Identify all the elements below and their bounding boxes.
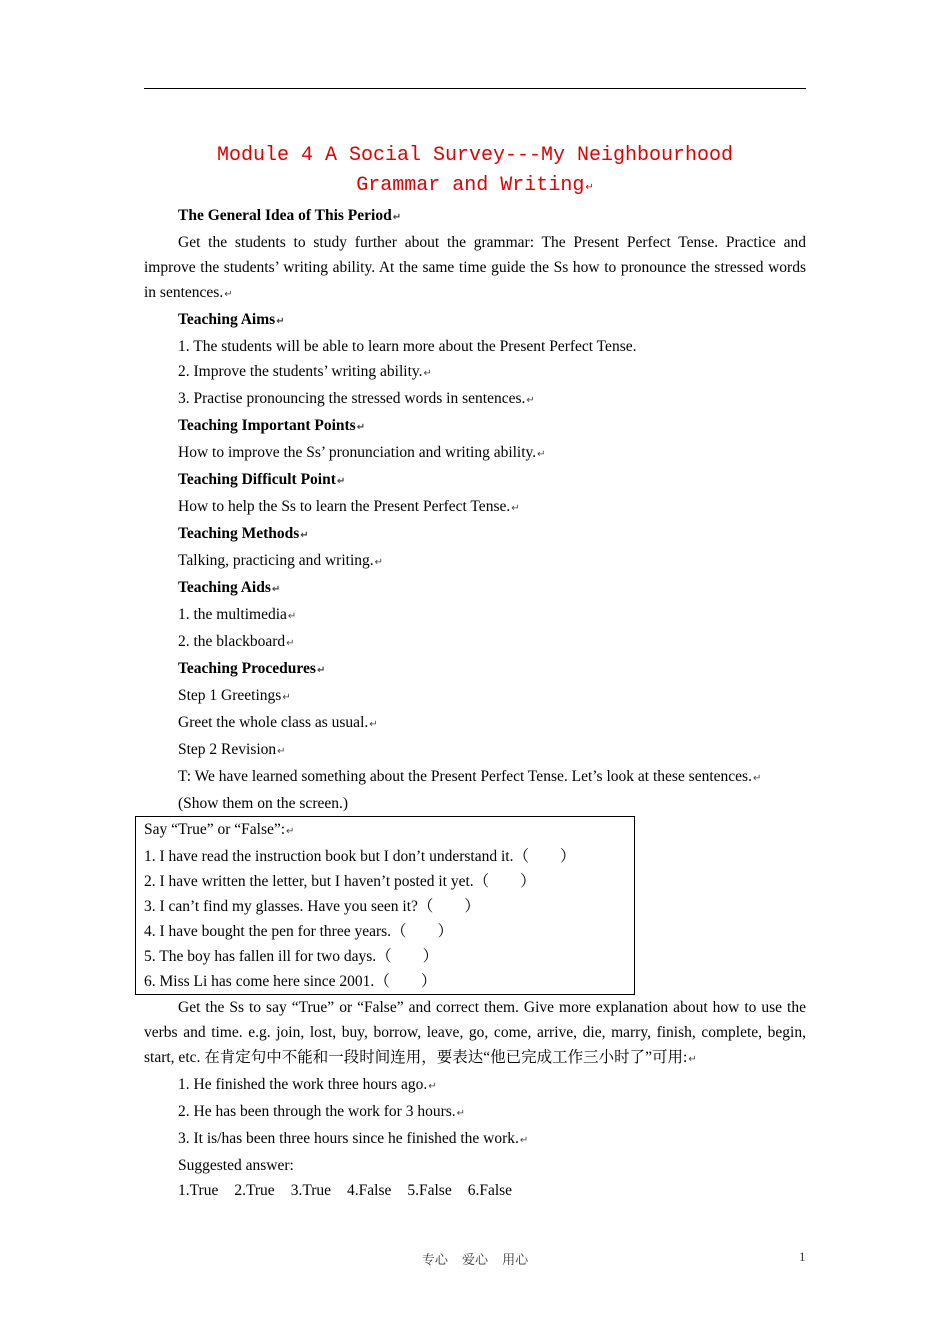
paragraph-mark-icon: ↵ xyxy=(224,289,233,300)
step-2-label: Step 2 Revision↵ xyxy=(178,741,286,758)
teaching-aims-heading: Teaching Aims↵ xyxy=(178,311,285,328)
exercise-item: 5. The boy has fallen ill for two days.（ ） xyxy=(144,944,634,969)
answer-blank: （ ） xyxy=(417,898,480,915)
paragraph-mark-icon: ↵ xyxy=(374,557,384,568)
document-body xyxy=(144,141,806,1203)
aid-item: 2. the blackboard↵ xyxy=(178,633,295,650)
answer-blank: （ ） xyxy=(391,923,454,940)
paragraph-mark-icon: ↵ xyxy=(300,530,309,541)
explanation-text: Get the Ss to say “True” or “False” and correct them. Give more explanation about how to use the verbs and time. e.g. join, lost, buy, borrow, leave, go, come, arrive, die, marry, finish, complete, begin, start, etc. 在肯定句中不能和一段时间连用，要表达“他已完成工作三小时了”可用:↵ xyxy=(144,999,806,1066)
paragraph-mark-icon: ↵ xyxy=(428,1081,437,1092)
suggested-answers xyxy=(144,1178,806,1203)
exercise-intro: Say “True” or “False”:↵ xyxy=(144,821,295,838)
paragraph-mark-icon: ↵ xyxy=(688,1054,697,1065)
exercise-item: 3. I can’t find my glasses. Have you seen it?（ ） xyxy=(144,894,634,919)
paragraph-mark-icon: ↵ xyxy=(287,611,297,622)
answer-blank: （ ） xyxy=(513,848,576,865)
paragraph-mark-icon: ↵ xyxy=(537,449,546,460)
answer-item: 5.False xyxy=(407,1182,452,1199)
exercise-item: 2. I have written the letter, but I haven’t posted it yet.（ ） xyxy=(144,869,634,894)
page-footer: 专心 爱心 用心 xyxy=(421,1253,529,1268)
paragraph-mark-icon: ↵ xyxy=(271,584,281,595)
answer-blank: （ ） xyxy=(376,948,439,965)
title-line-1: Module 4 A Social Survey---My Neighbourhood xyxy=(216,144,734,167)
paragraph-mark-icon: ↵ xyxy=(286,826,295,837)
important-points-heading: Teaching Important Points↵ xyxy=(178,417,366,434)
paragraph-mark-icon: ↵ xyxy=(369,719,378,730)
exercise-item: 1. I have read the instruction book but I don’t understand it.（ ） xyxy=(144,844,634,869)
paragraph-mark-icon: ↵ xyxy=(526,395,535,406)
paragraph-mark-icon: ↵ xyxy=(282,692,291,703)
step-1-text: Greet the whole class as usual.↵ xyxy=(178,714,378,731)
paragraph-mark-icon: ↵ xyxy=(286,638,295,649)
paragraph-mark-icon: ↵ xyxy=(752,773,762,784)
exercise-item: 4. I have bought the pen for three years.（ ） xyxy=(144,919,634,944)
aim-item: 2. Improve the students’ writing ability.↵ xyxy=(178,363,432,380)
procedures-heading: Teaching Procedures↵ xyxy=(178,660,326,677)
answer-blank: （ ） xyxy=(374,973,437,990)
paragraph-mark-icon: ↵ xyxy=(276,316,285,327)
important-points-text: How to improve the Ss’ pronunciation and writing ability.↵ xyxy=(178,444,546,461)
page-title xyxy=(144,141,806,203)
paragraph-mark-icon: ↵ xyxy=(336,476,346,487)
true-false-exercise-box xyxy=(135,816,635,995)
step-2-text: T: We have learned something about the Present Perfect Tense. Let’s look at these sentences.↵ xyxy=(178,768,762,785)
answer-blank: （ ） xyxy=(473,873,536,890)
general-idea-text: Get the students to study further about the grammar: The Present Perfect Tense. Practice and improve the students’ writing ability. At the same time guide the Ss how to pronounce the stressed words in sentences.↵ xyxy=(144,234,806,301)
example-sentence: 3. It is/has been three hours since he finished the work.↵ xyxy=(178,1130,529,1147)
show-screen-note: (Show them on the screen.) xyxy=(178,795,349,812)
answer-item: 3.True xyxy=(290,1182,332,1199)
paragraph-mark-icon: ↵ xyxy=(277,746,286,757)
answer-item: 1.True xyxy=(178,1182,219,1199)
difficult-point-text: How to help the Ss to learn the Present Perfect Tense.↵ xyxy=(178,498,520,515)
aim-item: 3. Practise pronouncing the stressed words in sentences.↵ xyxy=(178,390,535,407)
answer-item: 6.False xyxy=(467,1182,513,1199)
methods-heading: Teaching Methods↵ xyxy=(178,525,309,542)
step-1-label: Step 1 Greetings↵ xyxy=(178,687,291,704)
aid-item: 1. the multimedia↵ xyxy=(178,606,297,623)
title-line-2: Grammar and Writing↵ xyxy=(356,174,594,197)
aim-item: 1. The students will be able to learn more about the Present Perfect Tense. xyxy=(178,338,637,355)
general-idea-heading: The General Idea of This Period↵ xyxy=(178,207,402,224)
exercise-item: 6. Miss Li has come here since 2001.（ ） xyxy=(144,969,634,994)
paragraph-mark-icon: ↵ xyxy=(511,503,520,514)
paragraph-mark-icon: ↵ xyxy=(585,182,594,193)
aids-heading: Teaching Aids↵ xyxy=(178,579,281,596)
example-sentence: 2. He has been through the work for 3 hours.↵ xyxy=(178,1103,466,1120)
difficult-point-heading: Teaching Difficult Point↵ xyxy=(178,471,346,488)
page-number: 1 xyxy=(799,1249,806,1264)
header-rule xyxy=(144,88,806,89)
paragraph-mark-icon: ↵ xyxy=(356,422,366,433)
paragraph-mark-icon: ↵ xyxy=(456,1108,466,1119)
answer-item: 2.True xyxy=(234,1182,275,1199)
example-sentence: 1. He finished the work three hours ago.↵ xyxy=(178,1076,437,1093)
suggested-answer-label: Suggested answer: xyxy=(178,1157,294,1174)
paragraph-mark-icon: ↵ xyxy=(423,368,432,379)
methods-text: Talking, practicing and writing.↵ xyxy=(178,552,384,569)
paragraph-mark-icon: ↵ xyxy=(519,1135,529,1146)
paragraph-mark-icon: ↵ xyxy=(392,212,402,223)
paragraph-mark-icon: ↵ xyxy=(316,665,326,676)
answer-item: 4.False xyxy=(347,1182,392,1199)
